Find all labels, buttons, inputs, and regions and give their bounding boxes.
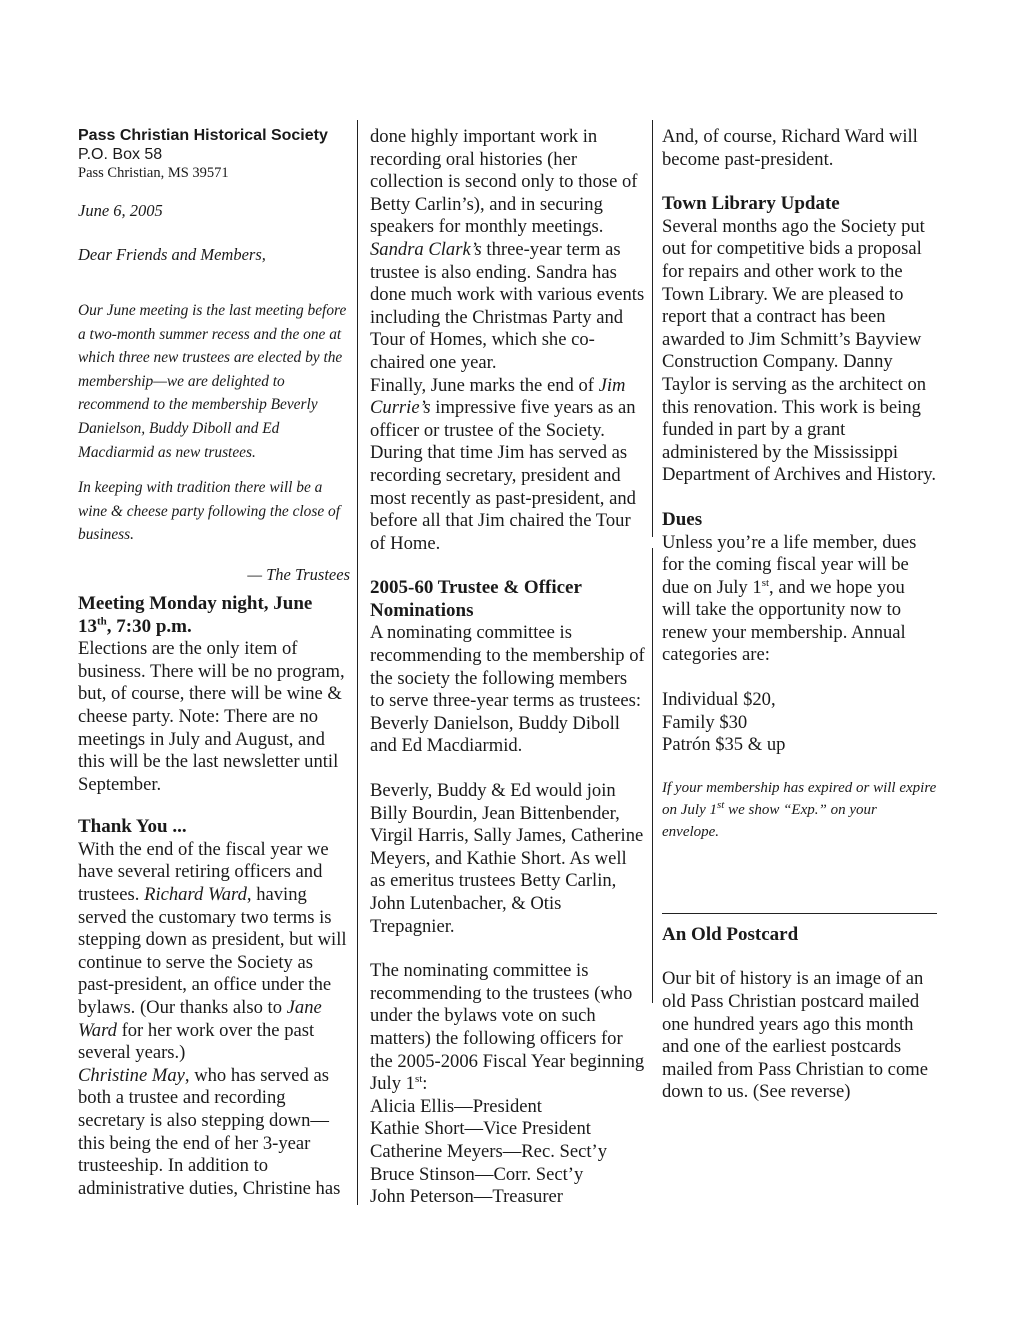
- christine-continued: done highly important work in recording oral histories (her collection is second only to those of Betty Carlin’s), and in securing speakers for monthly meetings.: [370, 126, 638, 238]
- column-divider-right-lower: [652, 548, 653, 1003]
- dues-expiry-note: [662, 777, 937, 843]
- jim-paragraph: [370, 375, 645, 556]
- signature: — The Trustees: [247, 564, 350, 584]
- officer-item: Alicia Ellis—President: [370, 1095, 542, 1117]
- dues-categories: [662, 689, 937, 757]
- thankyou-text-c: for her work over the past several years.): [78, 1019, 315, 1064]
- name-richard-ward: Richard Ward: [144, 884, 247, 906]
- column-two: [370, 126, 645, 1209]
- letter-date: June 6, 2005: [78, 201, 163, 220]
- column-three: [662, 126, 937, 1104]
- nominations-p3-text: The nominating committee is recommending to the trustees (who under the bylaws vote on such matters) the following officers for the 2005-2006 Fiscal Year beginning July 1: [370, 960, 645, 1095]
- dues-heading: Dues: [662, 508, 703, 530]
- column-one: [78, 126, 350, 1200]
- postcard-heading: An Old Postcard: [662, 923, 799, 945]
- dues-text: [662, 532, 937, 668]
- dues-category: Patrón $35 & up: [662, 734, 786, 756]
- nominations-paragraph-1: A nominating committee is recommending to the membership of the society the following members to serve three-year terms as trustees: Beverly Danielson, Buddy Diboll and Ed Macdiarmid.: [370, 622, 645, 757]
- library-heading: Town Library Update: [662, 193, 840, 215]
- thankyou-text-a: With the end of the fiscal year we have several retiring officers and trustees.: [78, 838, 329, 906]
- dues-category: Individual $20,: [662, 689, 776, 711]
- officers-list: [370, 1096, 645, 1209]
- officer-item: Kathie Short—Vice President: [370, 1118, 591, 1140]
- dues-text-a: Unless you’re a life member, dues for the coming fiscal year will be due on July 1: [662, 531, 917, 598]
- sandra-paragraph: [370, 239, 645, 375]
- po-box: P.O. Box 58: [78, 146, 163, 163]
- nominations-p3-colon: :: [422, 1073, 428, 1095]
- dues-note-a: If your membership has expired or will expire on July 1: [662, 779, 937, 818]
- meeting-heading-sup: th: [97, 615, 107, 628]
- city-address: Pass Christian, MS 39571: [78, 165, 229, 181]
- jim-text-b: impressive five years as an officer or trustee of the Society. During that time Jim has served as recording secretary, president and most recently as past-president, and before all that Jim chaired the Tour of Home.: [370, 397, 636, 554]
- column-divider-left: [357, 120, 358, 1205]
- meeting-text: Elections are the only item of business. There will be no program, but, of course, there will be wine & cheese party. Note: There are no meetings in July and August, and this will be the last newsletter until September.: [78, 638, 345, 795]
- intro-paragraph: Our June meeting is the last meeting before a two-month summer recess and the one at which three new trustees are elected by the membership—we are delighted to recommend to the membership Beverly Danielson, Buddy Diboll and Ed Macdiarmid as new trustees.: [78, 302, 347, 461]
- christine-text: , who has served as both a trustee and recording secretary is also stepping down—this being the end of her 3-year trusteeship. In addition to administrative duties, Christine has: [78, 1064, 341, 1199]
- meeting-heading-time: , 7:30 p.m.: [106, 615, 192, 637]
- officer-item: Bruce Stinson—Corr. Sect’y: [370, 1163, 584, 1185]
- meeting-heading-text: Meeting Monday night, June 13: [78, 592, 313, 637]
- postcard-divider: [662, 913, 937, 914]
- name-jane-ward: Jane Ward: [78, 997, 322, 1041]
- name-sandra-clark: Sandra Clark’s: [370, 238, 482, 260]
- thankyou-paragraph: [78, 839, 350, 1065]
- thankyou-text-b: , having served the customary two terms is stepping down as president, but will continue to serve the Society as past-president, an office under the bylaws. (Our thanks also to: [78, 884, 347, 1019]
- postcard-text: Our bit of history is an image of an old Pass Christian postcard mailed one hundred years ago this month and one of the earliest postcards mailed from Pass Christian to come down to us. (See reverse): [662, 968, 928, 1103]
- intro-party-paragraph: In keeping with tradition there will be a wine & cheese party following the close of business.: [78, 479, 341, 544]
- richard-past-president: And, of course, Richard Ward will become past-president.: [662, 126, 918, 170]
- officer-item: Catherine Meyers—Rec. Sect’y: [370, 1140, 607, 1162]
- thankyou-heading: Thank You ...: [78, 816, 187, 838]
- column-divider-right-upper: [652, 120, 653, 537]
- dues-text-sup: st: [761, 576, 770, 589]
- nominations-heading: 2005-60 Trustee & Officer Nominations: [370, 577, 582, 621]
- nominations-p3-sup: st: [414, 1072, 423, 1085]
- nominations-paragraph-2: Beverly, Buddy & Ed would join Billy Bourdin, Jean Bittenbender, Virgil Harris, Sally James, Catherine Meyers, and Kathie Short. As well as emeritus trustees Betty Carlin, John Lutenbacher, & Otis Trepagnier.: [370, 780, 644, 937]
- jim-text-a: Finally, June marks the end of: [370, 374, 599, 396]
- dues-text-b: , and we hope you will take the opportunity now to renew your membership. Annual categories are:: [662, 576, 906, 666]
- library-text: Several months ago the Society put out for competitive bids a proposal for repairs and other work to the Town Library. We are pleased to report that a contract has been awarded to Jim Schmitt’s Bayview Construction Company. Danny Taylor is serving as the architect on this renovation. This work is being funded in part by a grant administered by the Mississippi Department of Archives and History.: [662, 215, 937, 486]
- christine-paragraph: [78, 1065, 350, 1201]
- officer-item: John Peterson—Treasurer: [370, 1186, 563, 1208]
- nominations-paragraph-3: [370, 960, 645, 1096]
- salutation: Dear Friends and Members,: [78, 245, 266, 264]
- dues-note-b: we show “Exp.” on your envelope.: [662, 801, 877, 840]
- name-christine-may: Christine May: [78, 1064, 185, 1086]
- sandra-text: three-year term as trustee is also ending. Sandra has done much work with various events including the Christmas Party and Tour of Homes, which she co-chaired one year.: [370, 238, 645, 373]
- dues-note-sup: st: [716, 798, 725, 811]
- name-jim-currie: Jim Currie’s: [370, 374, 626, 419]
- meeting-heading: [78, 593, 350, 638]
- org-name: Pass Christian Historical Society: [78, 127, 328, 144]
- dues-category: Family $30: [662, 711, 748, 733]
